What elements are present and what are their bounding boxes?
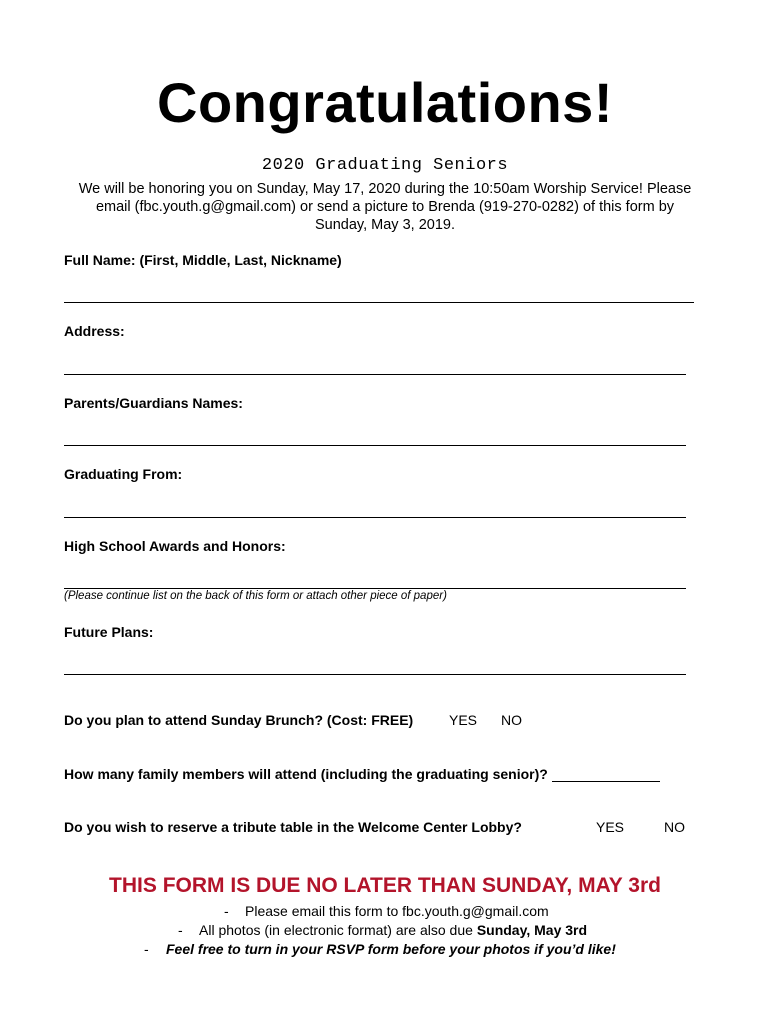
awards-label: High School Awards and Honors: <box>64 538 286 554</box>
bullet-rsvp-text: Feel free to turn in your RSVP form before your photos if you’d like! <box>166 941 616 957</box>
family-question: How many family members will attend (including the graduating senior)? <box>64 766 548 782</box>
intro-line-2: email (fbc.youth.g@gmail.com) or send a picture to Brenda (919-270-0282) of this form by <box>95 199 675 215</box>
parents-line[interactable] <box>64 445 686 446</box>
intro-text <box>60 180 710 234</box>
graduating-from-line[interactable] <box>64 517 686 518</box>
bullet-dash: - <box>144 941 149 957</box>
future-plans-line[interactable] <box>64 674 686 675</box>
family-count-blank[interactable] <box>552 767 660 782</box>
bullet-photos-plain: All photos (in electronic format) are also due <box>199 922 477 938</box>
intro-line-1: We will be honoring you on Sunday, May 17, 2020 during the 10:50am Worship Service! Please <box>78 181 692 197</box>
bullet-dash: - <box>178 922 183 938</box>
footer-bullets <box>0 902 770 959</box>
bullet-photos-text <box>199 921 587 940</box>
page-title: Congratulations! <box>157 71 613 134</box>
page-subtitle: 2020 Graduating Seniors <box>261 156 509 175</box>
bullet-item <box>0 902 770 921</box>
table-question-row <box>64 819 522 835</box>
brunch-question: Do you plan to attend Sunday Brunch? (Cost: FREE) <box>64 712 414 728</box>
family-question-row <box>64 766 660 782</box>
brunch-no-option[interactable]: NO <box>501 712 522 728</box>
address-line[interactable] <box>64 374 686 375</box>
address-label: Address: <box>64 323 125 339</box>
brunch-question-row <box>64 712 413 728</box>
table-question: Do you wish to reserve a tribute table in the Welcome Center Lobby? <box>64 819 522 835</box>
full-name-label: Full Name: (First, Middle, Last, Nickname) <box>64 252 342 268</box>
full-name-line[interactable] <box>64 302 694 303</box>
bullet-item <box>0 940 770 959</box>
bullet-dash: - <box>224 903 229 919</box>
table-no-option[interactable]: NO <box>664 819 685 835</box>
graduating-from-label: Graduating From: <box>64 466 183 482</box>
brunch-yes-option[interactable]: YES <box>449 712 478 728</box>
future-plans-label: Future Plans: <box>64 624 154 640</box>
due-date-notice: THIS FORM IS DUE NO LATER THAN SUNDAY, MAY 3rd <box>109 874 661 897</box>
awards-line[interactable] <box>64 588 686 589</box>
parents-label: Parents/Guardians Names: <box>64 395 243 411</box>
intro-line-3: Sunday, May 3, 2019. <box>315 217 455 233</box>
bullet-photos-date: Sunday, May 3rd <box>476 922 588 938</box>
bullet-email-text: Please email this form to fbc.youth.g@gmail.com <box>245 903 549 919</box>
table-yes-option[interactable]: YES <box>596 819 625 835</box>
bullet-item <box>0 921 770 940</box>
awards-note: (Please continue list on the back of this form or attach other piece of paper) <box>64 590 447 602</box>
